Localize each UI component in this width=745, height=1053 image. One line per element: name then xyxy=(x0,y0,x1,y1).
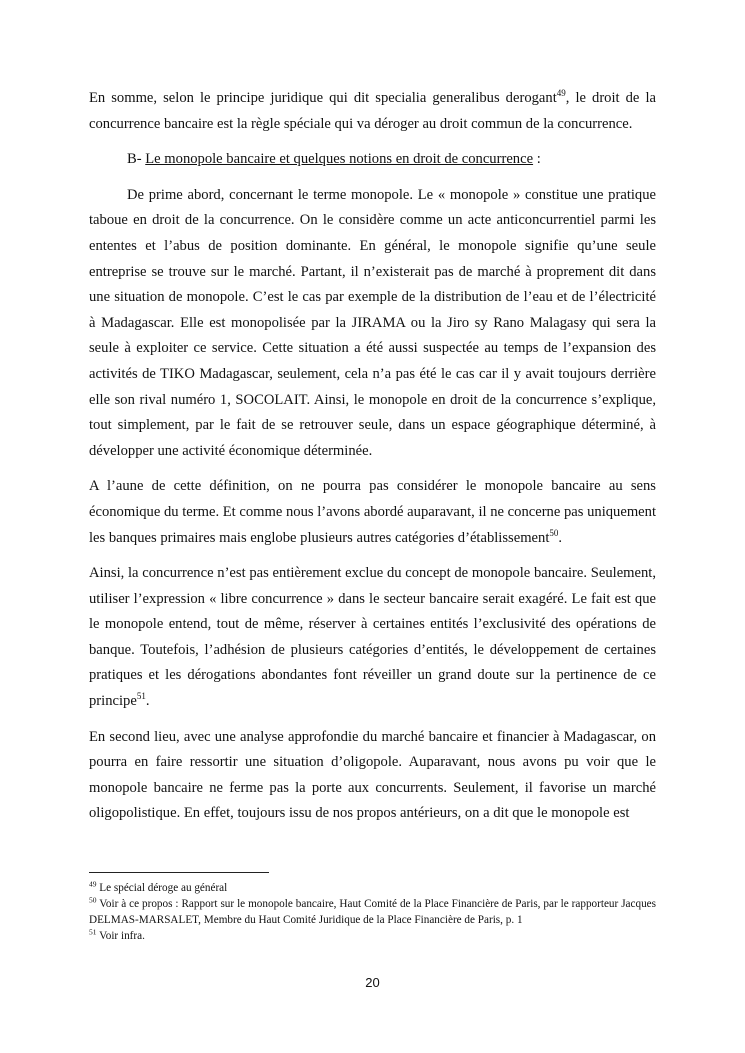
footnote-ref-51[interactable]: 51 xyxy=(136,691,146,702)
body-text xyxy=(89,86,656,837)
paragraph-5: En second lieu, avec une analyse approfondie du marché bancaire et financier à Madagascar, on pourra en faire ressortir une situation d’oligopole. Auparavant, nous avons pu voir que le monopole bancaire ne ferme pas la porte aux concurrents. Seulement, il favorise un marché oligopolistique. En effet, toujours issu de nos propos antérieurs, on a dit que le monopole est xyxy=(89,728,656,822)
section-heading-prefix: B- xyxy=(127,151,146,168)
paragraph-2: De prime abord, concernant le terme monopole. Le « monopole » constitue une pratique taboue en droit de la concurrence. On le considère comme un acte anticoncurrentiel parmi les ententes et l’abus de position dominante. En général, le monopole signifie qu’une seule entreprise se trouve sur le marché. Partant, il n’existerait pas de marché à proprement dit dans une situation de monopole. C’est le cas par exemple de la distribution de l’eau et de l’électricité à Madagascar. Elle est monopolisée par la JIRAMA ou la Jiro sy Rano Malagasy qui sera la seule à exploiter ce service. Cette situation a été aussi suspectée au temps de l’expansion des activités de TIKO Madagascar, seulement, cela n’a pas été le cas car il y avait toujours derrière elle son rival numéro 1, SOCOLAIT. Ainsi, le monopole en droit de la concurrence s’explique, tout simplement, par le fait de se retrouver seule, dans un espace géographique déterminé, à développer une activité économique déterminée. xyxy=(89,186,656,459)
paragraph-4: Ainsi, la concurrence n’est pas entièrement exclue du concept de monopole bancaire. Seulement, utiliser l’expression « libre concurrence » dans le secteur bancaire serait exagéré. Le fait est que le monopole entend, tout de même, réserver à certaines entités l’exclusivité des opérations de banque. Toutefois, l’adhésion de plusieurs catégories d’entités, le développement de certaines pratiques et les dérogations abondantes font réveiller un grand doute sur la pertinence de ce principe$^{51}$. xyxy=(89,565,656,710)
footnote-51: $^{51}$ Voir infra. xyxy=(89,927,145,942)
footnote-separator xyxy=(89,872,269,873)
section-heading: B- Le monopole bancaire et quelques notions en droit de concurrence : xyxy=(127,151,541,168)
section-heading-title: Le monopole bancaire et quelques notions en droit de concurrence xyxy=(145,151,534,168)
paragraph-3: A l’aune de cette définition, on ne pourra pas considérer le monopole bancaire au sens économique du terme. Et comme nous l’avons abordé auparavant, il ne concerne pas uniquement les banques primaires mais englobe plusieurs autres catégories d’établissement$^{50}$. xyxy=(89,478,656,546)
footnote-ref-49[interactable]: 49 xyxy=(556,88,566,99)
footnotes xyxy=(89,880,656,944)
footnote-50: $^{50}$ Voir à ce propos : Rapport sur le monopole bancaire, Haut Comité de la Place Financière de Paris, par le rapporteur Jacques DELMAS-MARSALET, Membre du Haut Comité Juridique de la Place Financière de Paris, p. 1 xyxy=(89,895,656,926)
paragraph-1: En somme, selon le principe juridique qui dit specialia generalibus derogant$^{49}$, le droit de la concurrence bancaire est la règle spéciale qui va déroger au droit commun de la concurrence. xyxy=(89,88,656,132)
footnote-49: $^{49}$ Le spécial déroge au général xyxy=(89,879,228,894)
footnote-ref-50[interactable]: 50 xyxy=(549,527,559,538)
page-number: 20 xyxy=(365,975,380,990)
